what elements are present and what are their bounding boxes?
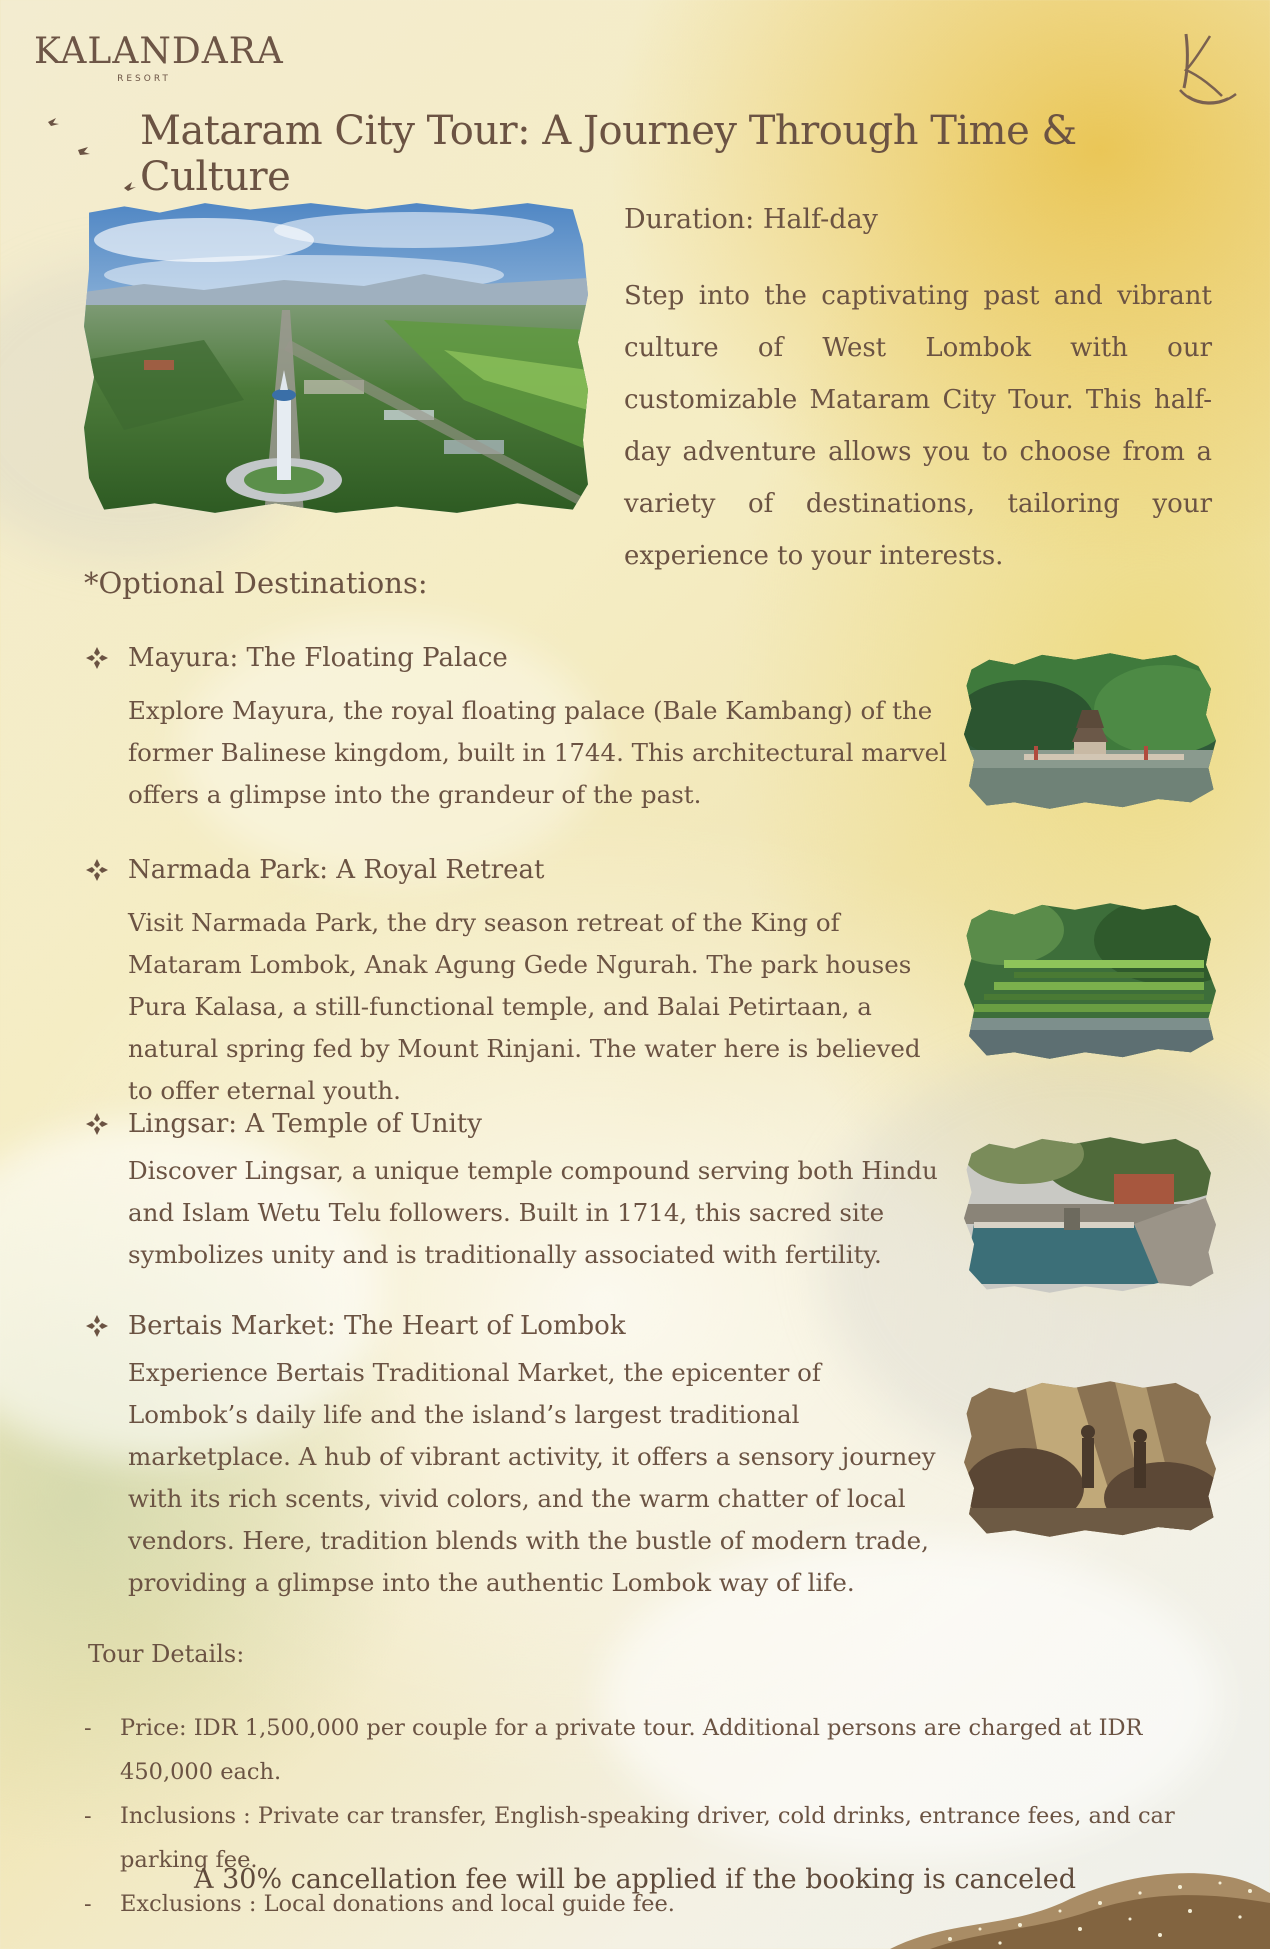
destination-title: Bertais Market: The Heart of Lombok (128, 1311, 626, 1341)
duration-text: Duration: Half-day (624, 204, 878, 235)
exclusions-detail: Exclusions : Local donations and local guide fee. (120, 1891, 675, 1917)
list-item: - Price: IDR 1,500,000 per couple for a private tour. Additional persons are charged at IDR 450,000 each. (84, 1706, 1234, 1794)
destination-description: Visit Narmada Park, the dry season retreat of the King of Mataram Lombok, Anak Agung Gede Ngurah. The park houses Pura Kalasa, a still-functional temple, and Balai Petirtaan, a natural spring fed by Mount Rinjani. The water here is believed to offer eternal youth. (128, 908, 921, 1105)
page-title: Mataram City Tour: A Journey Through Time & Culture (140, 108, 1077, 200)
destination-title: Narmada Park: A Royal Retreat (128, 855, 545, 885)
destination-description: Explore Mayura, the royal floating palace (Bale Kambang) of the former Balinese kingdom, built in 1744. This architectural marvel offers a glimpse into the grandeur of the past. (128, 696, 947, 809)
destination-item (84, 852, 944, 1112)
cancellation-note: A 30% cancellation fee will be applied if the booking is canceled (194, 1864, 1076, 1895)
intro-paragraph: Step into the captivating past and vibrant culture of West Lombok with our customizable Mataram City Tour. This half-day adventure allows you to choose from a variety of destinations, tailoring your experience to your interests. (624, 281, 1212, 571)
k-monogram-icon (1170, 30, 1242, 110)
optional-destinations-heading: *Optional Destinations: (84, 566, 428, 600)
bertais-market-image (964, 1378, 1216, 1540)
brand-name: KALANDARA (34, 31, 284, 72)
destination-title: Mayura: The Floating Palace (128, 643, 508, 673)
inclusions-detail: Inclusions : Private car transfer, English-speaking driver, cold drinks, entrance fees, and car parking fee. (120, 1803, 1175, 1873)
destination-description: Experience Bertais Traditional Market, the epicenter of Lombok’s daily life and the island’s largest traditional marketplace. A hub of vibrant activity, it offers a sensory journey with its rich scents, vivid colors, and the warm chatter of local vendors. Here, tradition blends with the bustle of modern trade, providing a glimpse into the authentic Lombok way of life. (128, 1358, 936, 1597)
tour-details-heading: Tour Details: (88, 1640, 245, 1668)
diamond-bullet-icon (84, 1111, 110, 1137)
price-detail: Price: IDR 1,500,000 per couple for a private tour. Additional persons are charged at IDR 450,000 each. (120, 1715, 1143, 1785)
destination-item (84, 640, 947, 816)
hero-image (84, 200, 588, 516)
brand-sub: RESORT (117, 74, 171, 84)
diamond-bullet-icon (84, 645, 110, 671)
speckle-decoration (890, 1859, 1270, 1949)
list-item: - Inclusions : Private car transfer, English-speaking driver, cold drinks, entrance fees, and car parking fee. (84, 1794, 1234, 1882)
destination-item (84, 1106, 944, 1276)
brand-logo (34, 31, 284, 84)
narmada-park-image (964, 900, 1216, 1062)
mayura-palace-image (964, 650, 1216, 812)
birds-icon (40, 112, 140, 202)
diamond-bullet-icon (84, 857, 110, 883)
lingsar-temple-image (964, 1134, 1216, 1296)
diamond-bullet-icon (84, 1313, 110, 1339)
destination-item (84, 1308, 944, 1604)
destination-description: Discover Lingsar, a unique temple compound serving both Hindu and Islam Wetu Telu followers. Built in 1714, this sacred site symbolizes unity and is traditionally associated with fertility. (128, 1156, 938, 1269)
destination-title: Lingsar: A Temple of Unity (128, 1109, 482, 1139)
list-item: - Exclusions : Local donations and local guide fee. (84, 1882, 1234, 1926)
